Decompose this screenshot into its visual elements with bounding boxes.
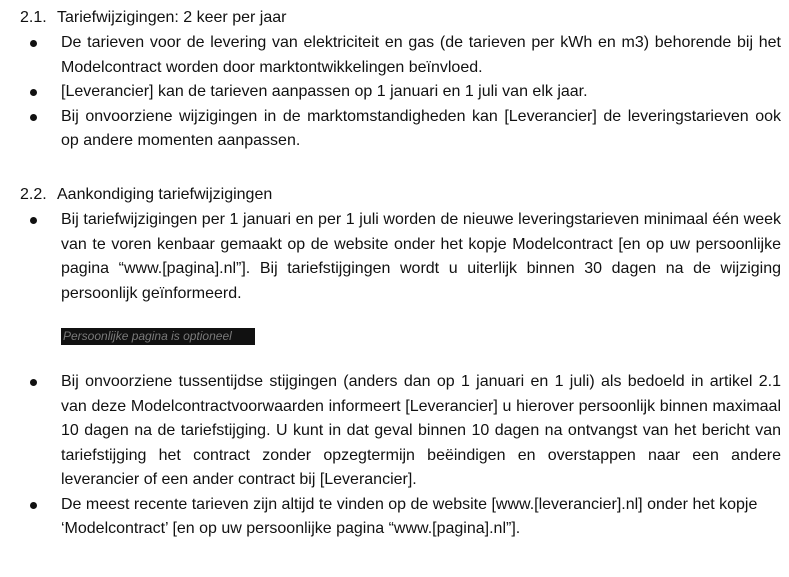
section-2-2 (0, 183, 789, 537)
bullet-icon (30, 217, 37, 224)
section-heading (0, 183, 789, 208)
list-item-text: De meest recente tarieven zijn altijd te vinden op de website [www.[leverancier].nl] onder het kopje ‘Modelcontract’ [en op uw persoonlijke pagina “www.[pagina].nl”]. (61, 495, 758, 537)
section-title: Tariefwijzigingen: 2 keer per jaar (57, 9, 287, 26)
list-item-text: [Leverancier] kan de tarieven aanpassen op 1 januari en 1 juli van elk jaar. (61, 83, 588, 100)
section-heading (0, 6, 789, 31)
redacted-note (61, 328, 255, 345)
list-item-text: Bij onvoorziene tussentijdse stijgingen (anders dan op 1 januari en 1 juli) als bedoeld in artikel 2.1 van deze Modelcontractvoorwaarden informeert [Leverancier] u hierover persoonlijk binnen maximaal 10 dagen na de tariefstijging. U kunt in dat geval binnen 10 dagen na ontvangst van het bericht van tariefstijging het contract zonder opzegtermijn beëindigen en overstappen naar een andere leverancier of een ander contract bij [Leverancier]. (61, 373, 781, 488)
redacted-note-text: Persoonlijke pagina is optioneel (63, 329, 232, 343)
list-item (0, 208, 789, 306)
bullet-icon (30, 89, 37, 96)
bullet-icon (30, 379, 37, 386)
section-2-1 (0, 6, 789, 154)
list-item-text: De tarieven voor de levering van elektriciteit en gas (de tarieven per kWh en m3) behorende bij het Modelcontract worden door marktontwikkelingen beïnvloed. (61, 34, 781, 76)
bullet-icon (30, 40, 37, 47)
list-item-text: Bij onvoorziene wijzigingen in de marktomstandigheden kan [Leverancier] de leveringstarieven ook op andere momenten aanpassen. (61, 107, 781, 149)
bullet-list (0, 208, 789, 306)
list-item-text: Bij tariefwijzigingen per 1 januari en per 1 juli worden de nieuwe leveringstarieven minimaal één week van te voren kenbaar gemaakt op de website onder het kopje Modelcontract [en op uw persoonlijke pagina “www.[pagina].nl”]. Bij tariefstijgingen wordt u uiterlijk binnen 30 dagen na de wijziging persoonlijk geïnformeerd. (61, 211, 781, 302)
list-item (0, 31, 789, 80)
section-number: 2.1. (20, 9, 47, 26)
list-item (0, 105, 789, 154)
bullet-icon (30, 114, 37, 121)
section-number: 2.2. (20, 186, 47, 203)
bullet-list (0, 370, 789, 542)
list-item (0, 80, 789, 105)
bullet-icon (30, 502, 37, 509)
section-title: Aankondiging tariefwijzigingen (57, 186, 273, 203)
list-item (0, 493, 789, 542)
list-item (0, 370, 789, 493)
bullet-list (0, 31, 789, 154)
